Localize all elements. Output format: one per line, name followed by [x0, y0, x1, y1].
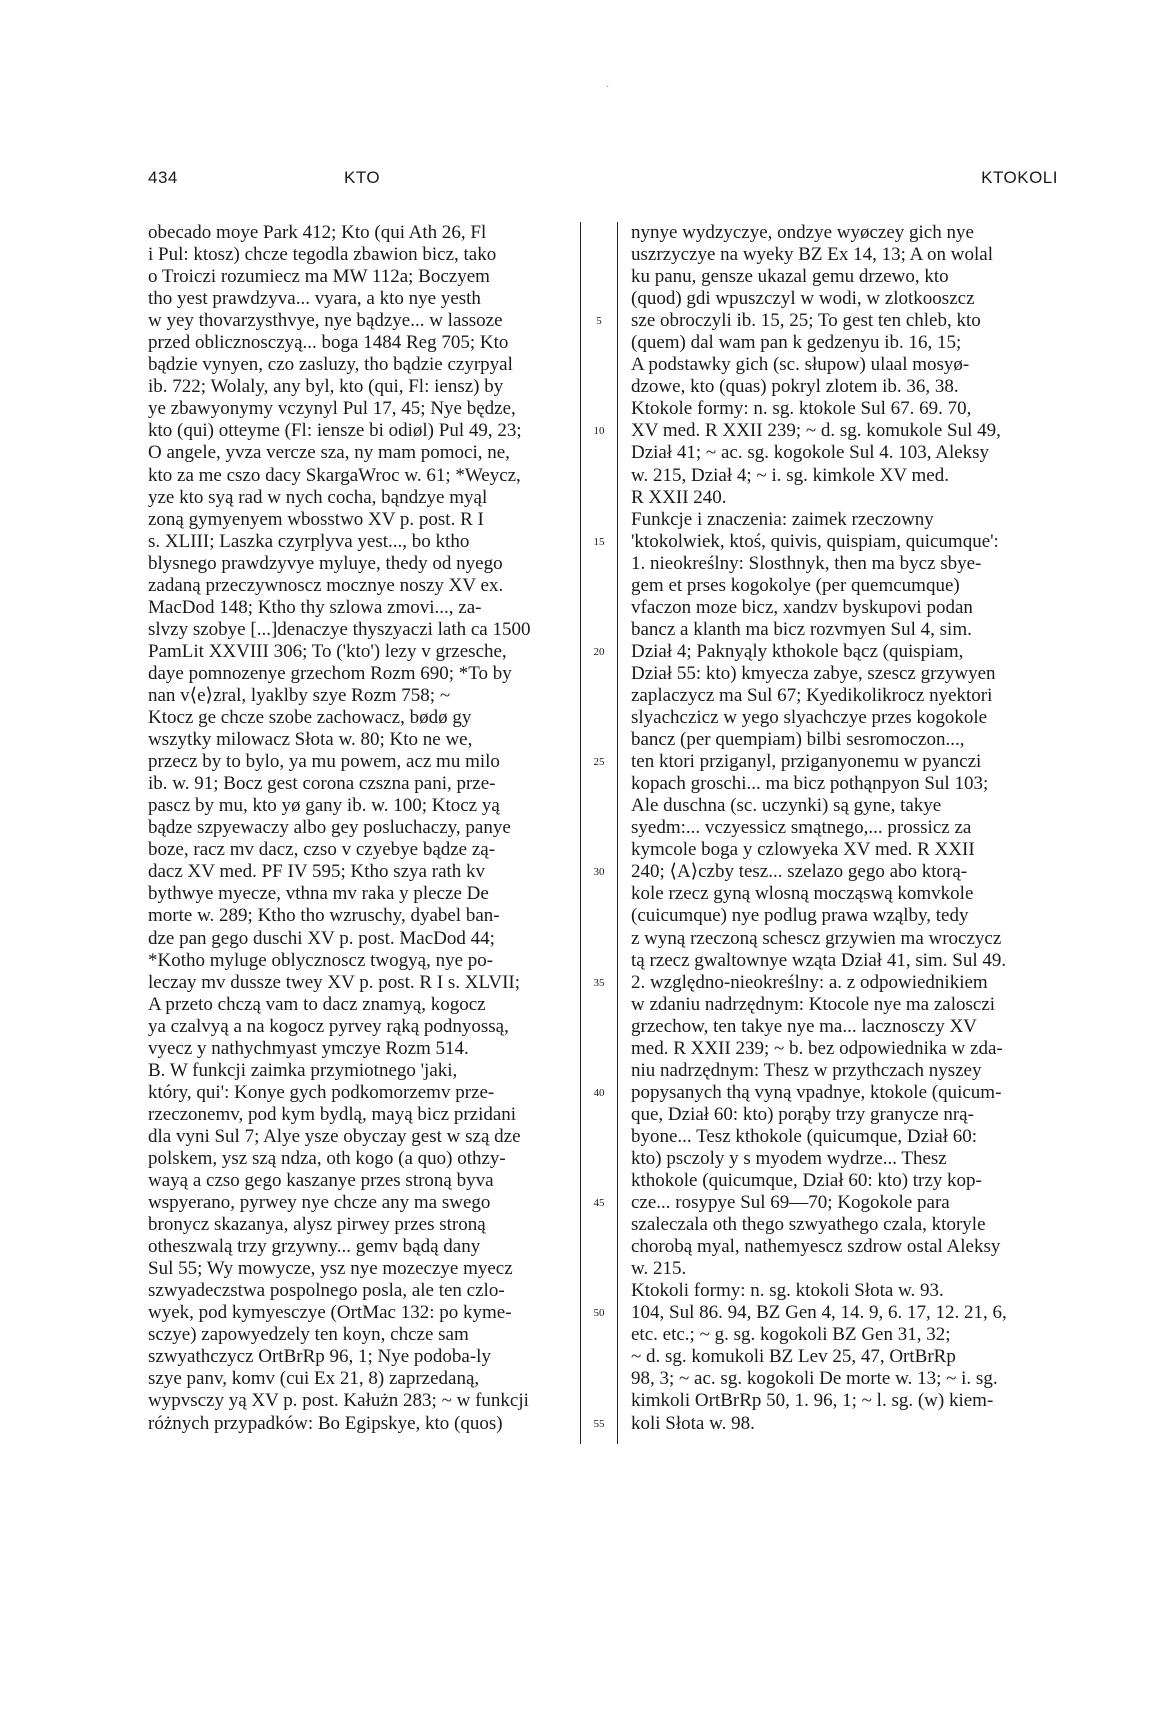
text-line: que, Dział 60: kto) porąby trzy granycze nrą- [631, 1103, 974, 1125]
text-line: szaleczala oth thego szwyathego czala, ktoryle [631, 1214, 986, 1236]
text-line: kole rzecz gyną wlosną mocząswą komvkole [631, 883, 974, 905]
text-line: *Kotho myluge oblycznoscz twogyą, nye po- [148, 949, 494, 971]
text-line: bądzie vynyen, czo zasluzy, tho bądzie czyrpyal [148, 354, 513, 376]
text-line: bythwye myecze, vthna mv raka y plecze De [148, 883, 489, 905]
text-line: ib. w. 91; Bocz gest corona czszna pani, prze- [148, 773, 496, 795]
text-line: z wyną rzeczoną schescz grzywien ma wroczycz [631, 927, 1002, 949]
line-number: 55 [593, 1417, 605, 1430]
text-line: 1. nieokreślny: Slosthnyk, then ma bycz sbye- [631, 552, 982, 574]
text-line: Ale duschna (sc. uczynki) są gyne, takye [631, 795, 942, 817]
line-number: 30 [593, 866, 605, 879]
text-line: boze, racz mv dacz, czso v czyebye bądze zą- [148, 839, 496, 861]
text-line: różnych przypadków: Bo Egipskye, kto (quos) [148, 1412, 503, 1434]
text-line: dzowe, kto (quas) pokryl zlotem ib. 36, 38. [631, 376, 959, 398]
column-rule-right [617, 222, 618, 1444]
text-line: Dział 41; ~ ac. sg. kogokole Sul 4. 103, Aleksy [631, 442, 990, 464]
text-line: kthokole (quicumque, Dział 60: kto) trzy kop- [631, 1170, 982, 1192]
text-line: zaplaczycz ma Sul 67; Kyedikolikrocz nyektori [631, 684, 993, 706]
text-line: który, qui': Konye gych podkomorzemv prze- [148, 1081, 495, 1103]
text-line: bancz (per quempiam) bilbi sesromoczon..., [631, 729, 965, 751]
text-line: bancz a klanth ma bicz rozvmyen Sul 4, sim. [631, 618, 972, 640]
text-line: wypvsczy yą XV p. post. Kałużn 283; ~ w funkcji [148, 1390, 529, 1412]
line-number: 15 [593, 535, 605, 548]
text-line: chorobą myal, nathemyescz szdrow ostal Aleksy [631, 1236, 1001, 1258]
text-line: slyachczicz w yego slyachczye przes kogokole [631, 707, 988, 729]
text-line: zadaną przeczywnoscz mocznye noszy XV ex. [148, 574, 504, 596]
left-text-column [148, 222, 570, 1435]
text-line: Funkcje i znaczenia: zaimek rzeczowny [631, 508, 934, 530]
text-line: zoną gymyenyem wbosstwo XV p. post. R I [148, 508, 484, 530]
text-line: vyecz y nathychmyast ymczye Rozm 514. [148, 1037, 469, 1059]
text-line: otheszwalą trzy grzywny... gemv bądą dany [148, 1236, 481, 1258]
text-line: przecz by to bylo, ya mu powem, acz mu milo [148, 751, 500, 773]
text-line: ten ktori prziganyl, prziganyonemu w pyanczi [631, 751, 982, 773]
text-line: tą rzecz gwaltownye wząta Dział 41, sim. Sul 49. [631, 949, 1007, 971]
text-line: gem et prses kogokolye (per quemcumque) [631, 574, 960, 596]
text-line: XV med. R XXII 239; ~ d. sg. komukole Sul 49, [631, 420, 1001, 442]
line-number: 35 [593, 976, 605, 989]
text-line: PamLit XXVIII 306; To ('kto') lezy v grzesche, [148, 640, 507, 662]
text-line: szye panv, komv (cui Ex 21, 8) zaprzedaną, [148, 1368, 480, 1390]
text-line: O angele, yvza vercze sza, ny mam pomoci, ne, [148, 442, 510, 464]
text-line: bądze szpyewaczy albo gey posluchaczy, panye [148, 817, 511, 839]
text-line: popysanych thą vyną vpadnye, ktokole (quicum- [631, 1081, 1002, 1103]
text-line: uszrzyczye na wyeky BZ Ex 14, 13; A on wolal [631, 244, 993, 266]
text-line: i Pul: ktosz) chcze tegodla zbawion bicz, tako [148, 244, 497, 266]
text-line: szwyathczycz OrtBrRp 96, 1; Nye podoba-ly [148, 1346, 491, 1368]
text-line: grzechow, ten takye nye ma... lacznosczy XV [631, 1015, 977, 1037]
text-line: 'ktokolwiek, ktoś, quivis, quispiam, quicumque': [631, 530, 999, 552]
text-line: daye pomnozenye grzechom Rozm 690; *To by [148, 662, 512, 684]
text-line: o Troiczi rozumiecz ma MW 112a; Boczyem [148, 266, 490, 288]
text-line: polskem, ysz szą ndza, oth kogo (a quo) othzy- [148, 1147, 506, 1169]
text-line: kopach groschi... ma bicz pothąnpyon Sul 103; [631, 773, 989, 795]
text-line: etc. etc.; ~ g. sg. kogokoli BZ Gen 31, 32; [631, 1324, 951, 1346]
text-line: bronycz skazanya, alysz pirwey przes stroną [148, 1214, 486, 1236]
line-number: 40 [593, 1086, 605, 1099]
text-line: sczye) zapowyedzely ten koyn, chcze sam [148, 1324, 469, 1346]
text-line: B. W funkcji zaimka przymiotnego 'jaki, [148, 1059, 458, 1081]
text-line: slvzy szobye [...]denaczye thyszyaczi lath ca 1500 [148, 618, 531, 640]
text-line: wszytky milowacz Słota w. 80; Kto ne we, [148, 729, 473, 751]
text-line: vfaczon moze bicz, xandzv byskupovi podan [631, 596, 973, 618]
text-line: niu nadrzędnym: Thesz w przythczach nyszey [631, 1059, 982, 1081]
text-line: MacDod 148; Ktho thy szlowa zmovi..., za- [148, 596, 482, 618]
text-line: kimkoli OrtBrRp 50, 1. 96, 1; ~ l. sg. (w) kiem- [631, 1390, 994, 1412]
text-line: 104, Sul 86. 94, BZ Gen 4, 14. 9, 6. 17, 12. 21, 6, [631, 1302, 1007, 1324]
text-line: pascz by mu, kto yø gany ib. w. 100; Ktocz yą [148, 795, 500, 817]
left-running-head: KTO [344, 168, 381, 187]
running-header [148, 168, 1058, 192]
column-rule-left [580, 222, 581, 1444]
text-line: leczay mv dussze twey XV p. post. R I s. XLVII; [148, 971, 521, 993]
text-line: (quem) dal wam pan k gedzenyu ib. 16, 15; [631, 332, 962, 354]
text-line: A podstawky gich (sc. słupow) ulaal mosyø- [631, 354, 970, 376]
text-line: Dział 55: kto) kmyecza zabye, szescz grzywyen [631, 662, 996, 684]
text-line: Ktokoli formy: n. sg. ktokoli Słota w. 93. [631, 1280, 944, 1302]
text-line: w zdaniu nadrzędnym: Ktocole nye ma zalosczi [631, 993, 996, 1015]
right-text-column [631, 222, 1059, 1435]
text-line: rzeczonemv, pod kym bydlą, mayą bicz przidani [148, 1103, 517, 1125]
text-line: ~ d. sg. komukoli BZ Lev 25, 47, OrtBrRp [631, 1346, 956, 1368]
text-line: szwyadeczstwa pospolnego posla, ale ten czlo- [148, 1280, 505, 1302]
page-number: 434 [148, 168, 178, 187]
text-line: dze pan gego duschi XV p. post. MacDod 44; [148, 927, 495, 949]
text-line: w. 215. [631, 1258, 687, 1280]
line-number: 50 [593, 1307, 605, 1320]
text-line: Ktokole formy: n. sg. ktokole Sul 67. 69. 70, [631, 398, 972, 420]
text-line: w yey thovarzysthvye, nye bądzye... w lassoze [148, 310, 503, 332]
line-number: 20 [593, 645, 605, 658]
text-line: kto za me cszo dacy SkargaWroc w. 61; *Weycz, [148, 464, 521, 486]
text-line: nan v⟨e⟩zral, lyaklby szye Rozm 758; ~ [148, 684, 451, 706]
text-line: 240; ⟨A⟩czby tesz... szelazo gego abo ktorą- [631, 861, 968, 883]
right-running-head: KTOKOLI [981, 168, 1058, 187]
text-line: koli Słota w. 98. [631, 1412, 755, 1434]
text-line: s. XLIII; Laszka czyrplyva yest..., bo ktho [148, 530, 470, 552]
text-line: tho yest prawdzyva... vyara, a kto nye yesth [148, 288, 481, 310]
scan-speck: · [606, 82, 610, 93]
text-line: sze obroczyli ib. 15, 25; To gest ten chleb, kto [631, 310, 981, 332]
text-line: syedm:... vczyessicz smątnego,... prossicz za [631, 817, 972, 839]
text-line: wayą a czso gego kaszanye przes stroną byva [148, 1170, 494, 1192]
text-line: kymcole boga y czlowyeka XV med. R XXII [631, 839, 975, 861]
text-line: A przeto chczą vam to dacz znamyą, kogocz [148, 993, 486, 1015]
text-line: yze kto syą rad w nych cocha, bąndzye myąl [148, 486, 488, 508]
line-number: 25 [593, 756, 605, 769]
text-line: Sul 55; Wy mowycze, ysz nye mozeczye myecz [148, 1258, 513, 1280]
text-line: (quod) gdi wpuszczyl w wodi, w zlotkooszcz [631, 288, 975, 310]
text-line: (cuicumque) nye podlug prawa wząlby, tedy [631, 905, 969, 927]
text-line: nynye wydzyczye, ondzye wyøczey gich nye [631, 222, 974, 243]
text-line: morte w. 289; Ktho tho wzruschy, dyabel ban- [148, 905, 500, 927]
text-line: ye zbawyonymy vczynyl Pul 17, 45; Nye będze, [148, 398, 516, 420]
text-line: Ktocz ge chcze szobe zachowacz, bødø gy [148, 707, 472, 729]
text-line: R XXII 240. [631, 486, 727, 508]
text-line: obecado moye Park 412; Kto (qui Ath 26, Fl [148, 222, 487, 243]
line-number: 45 [593, 1197, 605, 1210]
text-line: byone... Tesz kthokole (quicumque, Dział 60: [631, 1125, 978, 1147]
text-line: w. 215, Dział 4; ~ i. sg. kimkole XV med. [631, 464, 949, 486]
text-line: med. R XXII 239; ~ b. bez odpowiednika w zda- [631, 1037, 1003, 1059]
text-line: Dział 4; Paknyąly kthokole bącz (quispiam, [631, 640, 964, 662]
text-line: wspyerano, pyrwey nye chcze any ma swego [148, 1192, 491, 1214]
text-line: wyek, pod kymyesczye (OrtMac 132: po kyme- [148, 1302, 512, 1324]
line-number: 10 [593, 425, 605, 438]
text-line: kto (qui) otteyme (Fl: iensze bi odiøl) Pul 49, 23; [148, 420, 522, 442]
text-line: przed oblicznosczyą... boga 1484 Reg 705; Kto [148, 332, 509, 354]
text-line: 98, 3; ~ ac. sg. kogokoli De morte w. 13; ~ i. sg. [631, 1368, 998, 1390]
line-number: 5 [596, 315, 602, 328]
text-line: kto) psczoly y s myodem wydrze... Thesz [631, 1147, 947, 1169]
text-line: blysnego prawdzyvye myluye, thedy od nyego [148, 552, 503, 574]
text-line: ku panu, gensze ukazal gemu drzewo, kto [631, 266, 949, 288]
text-line: 2. względno-nieokreślny: a. z odpowiednikiem [631, 971, 988, 993]
text-line: cze... rosypye Sul 69—70; Kogokole para [631, 1192, 950, 1214]
text-line: dacz XV med. PF IV 595; Ktho szya rath kv [148, 861, 486, 883]
text-line: ib. 722; Wolaly, any byl, kto (qui, Fl: iensz) by [148, 376, 504, 398]
text-line: dla vyni Sul 7; Alye ysze obyczay gest w szą dze [148, 1125, 521, 1147]
text-line: ya czalvyą a na kogocz pyrvey rąką podnyossą, [148, 1015, 509, 1037]
